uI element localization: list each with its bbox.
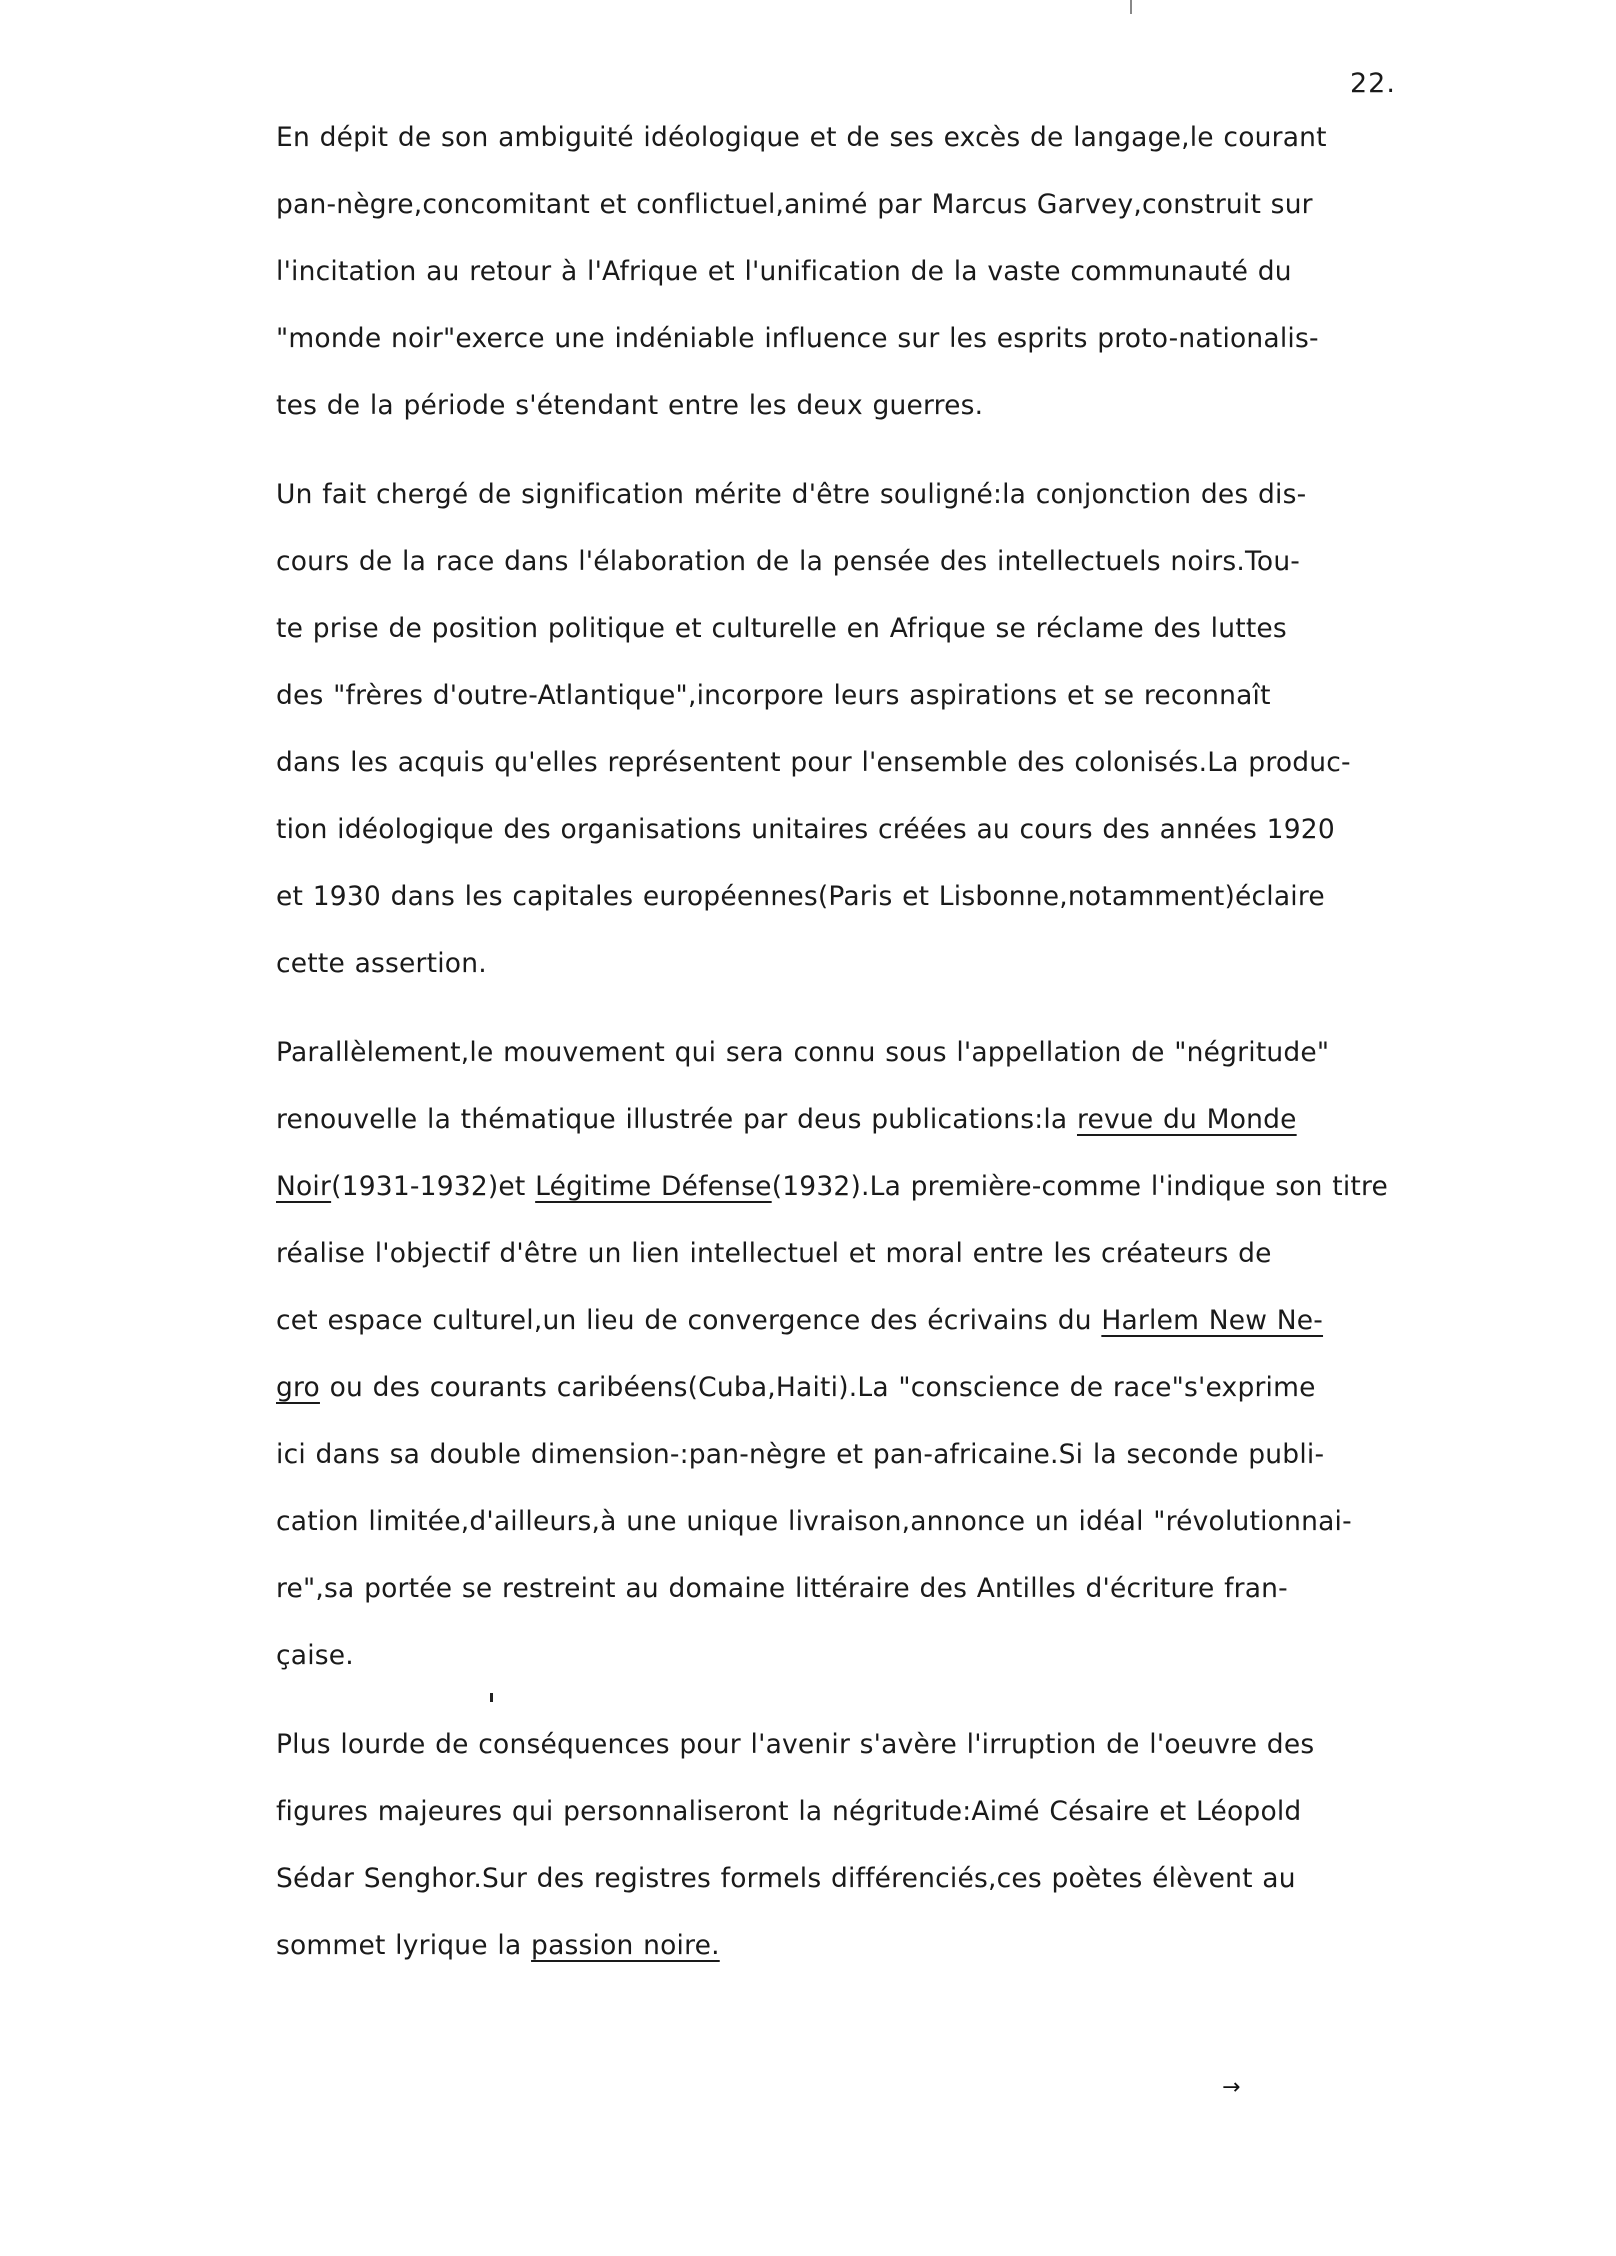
- text-line: pan-nègre,concomitant et conflictuel,animé par Marcus Garvey,construit sur: [276, 189, 1313, 220]
- title-revue-du-monde-noir-cont: Noir: [276, 1171, 332, 1202]
- text-line: [276, 1086, 1456, 1153]
- text-line: l'incitation au retour à l'Afrique et l'unification de la vaste communauté du: [276, 256, 1292, 287]
- document-body: [276, 104, 1456, 1979]
- text-segment: (1931-1932)et: [331, 1171, 536, 1202]
- text-line: des "frères d'outre-Atlantique",incorpore leurs aspirations et se reconnaît: [276, 680, 1271, 711]
- text-line: çaise.: [276, 1640, 354, 1671]
- text-line: te prise de position politique et culturelle en Afrique se réclame des luttes: [276, 613, 1287, 644]
- text-segment: cet espace culturel,un lieu de convergence des écrivains du: [276, 1305, 1102, 1336]
- scan-mark-top: [1130, 0, 1132, 14]
- text-line: cours de la race dans l'élaboration de la pensée des intellectuels noirs.Tou-: [276, 546, 1301, 577]
- text-line: [276, 1153, 1456, 1220]
- text-line: réalise l'objectif d'être un lien intellectuel et moral entre les créateurs de: [276, 1238, 1272, 1269]
- text-line: En dépit de son ambiguité idéologique et de ses excès de langage,le courant: [276, 122, 1327, 153]
- page-number: 22.: [1350, 68, 1396, 99]
- paragraph-1: [276, 104, 1456, 439]
- text-line: re",sa portée se restreint au domaine littéraire des Antilles d'écriture fran-: [276, 1573, 1288, 1604]
- text-line: Plus lourde de conséquences pour l'avenir s'avère l'irruption de l'oeuvre des: [276, 1729, 1315, 1760]
- title-harlem-new-negro-cont: gro: [276, 1372, 320, 1403]
- text-line: et 1930 dans les capitales européennes(Paris et Lisbonne,notamment)éclaire: [276, 881, 1325, 912]
- text-line: [276, 1912, 1456, 1979]
- text-line: cette assertion.: [276, 948, 487, 979]
- text-line: Un fait chergé de signification mérite d'être souligné:la conjonction des dis-: [276, 479, 1307, 510]
- paragraph-3: [276, 1019, 1456, 1689]
- paragraph-2: [276, 461, 1456, 997]
- text-line: cation limitée,d'ailleurs,à une unique livraison,annonce un idéal "révolutionnai-: [276, 1506, 1352, 1537]
- text-line: Sédar Senghor.Sur des registres formels différenciés,ces poètes élèvent au: [276, 1863, 1296, 1894]
- title-revue-du-monde-noir: revue du Monde: [1076, 1104, 1297, 1135]
- text-line: [276, 1354, 1456, 1421]
- text-line: tes de la période s'étendant entre les deux guerres.: [276, 390, 984, 421]
- scan-mark-arrow: →: [1222, 2075, 1241, 2100]
- title-harlem-new-negro: Harlem New Ne-: [1101, 1305, 1324, 1336]
- text-segment: ou des courants caribéens(Cuba,Haiti).La "conscience de race"s'exprime: [319, 1372, 1316, 1403]
- text-line: dans les acquis qu'elles représentent pour l'ensemble des colonisés.La produc-: [276, 747, 1351, 778]
- phrase-passion-noire: passion noire.: [531, 1930, 720, 1961]
- text-line: Parallèlement,le mouvement qui sera connu sous l'appellation de "négritude": [276, 1037, 1330, 1068]
- text-line: "monde noir"exerce une indéniable influence sur les esprits proto-nationalis-: [276, 323, 1319, 354]
- text-segment: (1932).La première-comme l'indique son titre: [771, 1171, 1389, 1202]
- text-line: ici dans sa double dimension-:pan-nègre et pan-africaine.Si la seconde publi-: [276, 1439, 1325, 1470]
- title-legitime-defense: Légitime Défense: [535, 1171, 772, 1202]
- text-segment: renouvelle la thématique illustrée par deus publications:la: [276, 1104, 1077, 1135]
- text-line: [276, 1287, 1456, 1354]
- text-line: figures majeures qui personnaliseront la négritude:Aimé Césaire et Léopold: [276, 1796, 1302, 1827]
- text-segment: sommet lyrique la: [276, 1930, 532, 1961]
- paragraph-4: [276, 1711, 1456, 1979]
- text-line: tion idéologique des organisations unitaires créées au cours des années 1920: [276, 814, 1335, 845]
